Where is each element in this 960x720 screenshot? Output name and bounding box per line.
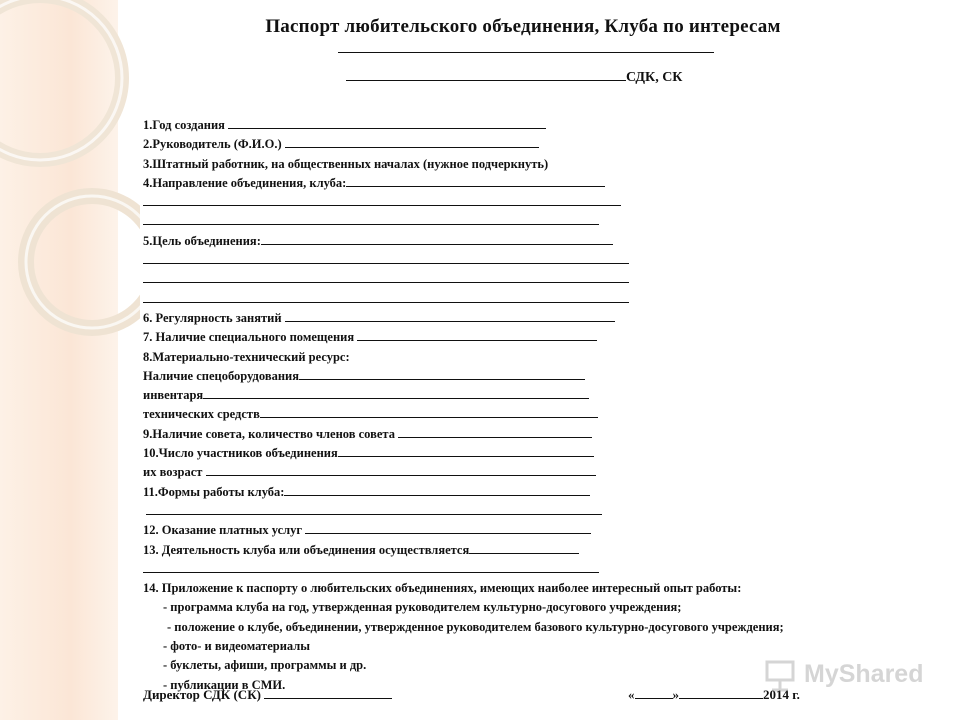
blank[interactable] (260, 405, 598, 418)
appendix-item: - фото- и видеоматериалы (163, 639, 311, 654)
field-direction: 4.Направление объединения, клуба: (143, 174, 923, 193)
blank[interactable] (143, 251, 629, 264)
blank-line (143, 290, 923, 309)
blank-line (143, 251, 923, 270)
signature-blank[interactable] (264, 686, 392, 699)
blank-line (143, 502, 923, 521)
field-participants: 10.Число участников объединения (143, 444, 923, 463)
blank[interactable] (338, 444, 594, 457)
field-leader: 2.Руководитель (Ф.И.О.) (143, 135, 923, 154)
appendix-item: - программа клуба на год, утвержденная руководителем культурно-досугового учреждения; (163, 600, 682, 615)
field-inventory: инвентаря (143, 386, 923, 405)
field-paid-services: 12. Оказание платных услуг (143, 521, 923, 540)
field-premises: 7. Наличие специального помещения (143, 328, 923, 347)
field-equipment: Наличие спецоборудования (143, 367, 923, 386)
blank[interactable] (143, 212, 599, 225)
blank[interactable] (143, 193, 621, 206)
blank[interactable] (285, 309, 615, 322)
blank[interactable] (285, 135, 539, 148)
subtitle-line (346, 68, 682, 86)
field-year: 1.Год создания (143, 116, 923, 135)
blank-line (143, 270, 923, 289)
blank[interactable] (284, 483, 590, 496)
field-work-forms: 11.Формы работы клуба: (143, 483, 923, 502)
blank[interactable] (299, 367, 585, 380)
blank[interactable] (203, 386, 589, 399)
blank[interactable] (346, 174, 605, 187)
page-title: Паспорт любительского объединения, Клуба по интересам (265, 16, 781, 37)
blank-line (143, 193, 923, 212)
field-tech-means: технических средств (143, 405, 923, 424)
blank-line (143, 212, 923, 231)
blank[interactable] (305, 521, 591, 534)
decorative-rings (0, 0, 140, 400)
blank[interactable] (261, 232, 613, 245)
day-blank[interactable] (635, 686, 673, 699)
watermark (764, 656, 944, 696)
appendix-item: - буклеты, афиши, программы и др. (163, 658, 367, 673)
subtitle-suffix: СДК, СК (626, 70, 683, 85)
watermark-text: MyShared (804, 660, 924, 688)
field-activity: 13. Деятельность клуба или объединения осуществляется (143, 541, 923, 560)
field-resources: 8.Материально-технический ресурс: (143, 349, 350, 364)
blank[interactable] (143, 290, 629, 303)
field-regularity: 6. Регулярность занятий (143, 309, 923, 328)
blank[interactable] (228, 116, 546, 129)
field-appendix: 14. Приложение к паспорту о любительских объединениях, имеющих наиболее интересный опыт работы: (143, 581, 742, 596)
title-underline (338, 52, 714, 53)
blank[interactable] (143, 560, 599, 573)
blank[interactable] (398, 425, 592, 438)
subtitle-blank[interactable] (346, 68, 626, 81)
appendix-item: - положение о клубе, объединении, утвержденное руководителем базового культурно-досугового учреждения; (167, 619, 784, 634)
blank[interactable] (469, 541, 579, 554)
field-goal: 5.Цель объединения: (143, 232, 923, 251)
field-age: их возраст (143, 463, 923, 482)
date-field: « » 2014 г. (628, 687, 800, 702)
passport-form (143, 116, 923, 695)
blank[interactable] (143, 270, 629, 283)
month-blank[interactable] (679, 686, 763, 699)
blank[interactable] (206, 463, 596, 476)
blank[interactable] (146, 502, 602, 515)
field-staff: 3.Штатный работник, на общественных началах (нужное подчеркнуть) (143, 156, 549, 171)
appendix-item: - публикации в СМИ. (163, 677, 286, 692)
presentation-board-icon (764, 656, 798, 692)
blank[interactable] (357, 328, 597, 341)
field-council: 9.Наличие совета, количество членов совета (143, 425, 923, 444)
blank-line (143, 560, 923, 579)
director-signature: Директор СДК (СК) (143, 686, 392, 703)
